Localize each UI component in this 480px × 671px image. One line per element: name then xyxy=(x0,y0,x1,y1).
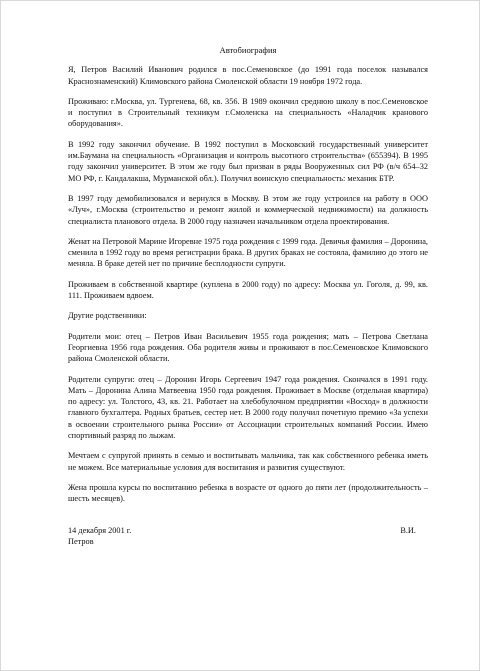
paragraph-work: В 1997 году демобилизовался и вернулся в Москву. В этом же году устроился на работу в ООО «Луч», г.Москва (строительство и ремонт жилой и коммерческой недвижимости) на должность специалиста планового отдела. В 2000 году назначен начальником отдела проектирования. xyxy=(68,193,428,226)
signature-initials: В.И. xyxy=(400,525,416,535)
paragraph-marriage: Женат на Петровой Марине Игоревне 1975 года рождения с 1999 года. Девичья фамилия – Доронина, сменила в 1992 году во время регистрации брака. В других браках не состояла, фамилию до этого не меняла. В браке детей нет по причине бесплодности супруги. xyxy=(68,236,428,269)
paragraph-courses: Жена прошла курсы по воспитанию ребенка в возрасте от одного до пяти лет (продолжительность – шесть месяцев). xyxy=(68,482,428,504)
paragraph-university-army: В 1992 году закончил обучение. В 1992 поступил в Московский государственный университет им.Баумана на специальность «Организация и контроль высотного строительства» (655394). В 1995 году закончил университет. В этом же году был призван в ряды Вооруженных сил РФ (в/ч 654–32 МО РФ, г. Кандалакша, Мурманской обл.). Получил воинскую специальность: механик БТР. xyxy=(68,139,428,183)
paragraph-spouse-parents: Родители супруги: отец – Доронин Игорь Сергеевич 1947 года рождения. Скончался в 1991 году. Мать – Доронина Алина Матвеевна 1950 года рождения. Проживает в Москве (отдельная квартира) по адресу: ул. Толстого, 43, кв. 21. Работает на хлебобулочном предприятии «Восход» в должности главного бухгалтера. Родных братьев, сестер нет. В 2000 году получил почетную премию «За успехи в освоении строительного рынка России» от Ассоциации строительных компаний России. Имею спортивный разряд по лыжам. xyxy=(68,374,428,441)
paragraph-adoption-wish: Мечтаем с супругой принять в семью и воспитывать мальчика, так как собственного ребенка иметь не можем. Все материальные условия для воспитания и развития существуют. xyxy=(68,451,428,472)
paragraph-birth: Я, Петров Василий Иванович родился в пос.Семеновское (до 1991 года поселок назывался Краснознаменский) Климовского района Смоленской области 19 ноября 1972 года. xyxy=(68,65,428,86)
signature-date: 14 декабря 2001 г. xyxy=(68,525,132,535)
paragraph-residence-education: Проживаю: г.Москва, ул. Тургенева, 68, кв. 356. В 1989 окончил среднюю школу в пос.Семеновское и поступил в Строительный техникум г.Смоленска на специальность «Наладчик кранового оборудования». xyxy=(68,96,428,129)
signature-row xyxy=(68,525,428,536)
document-body xyxy=(68,45,428,547)
paragraph-apartment: Проживаем в собственной квартире (куплена в 2000 году) по адресу: Москва ул. Гоголя, д. 99, кв. 111. Проживаем вдвоем. xyxy=(68,279,428,301)
paragraph-own-parents: Родители мои: отец – Петров Иван Васильевич 1955 года рождения; мать – Петрова Светлана Георгиевна 1956 года рождения. Оба родителя живы и проживают в пос.Семеновское Климовского района Смоленской области. xyxy=(68,331,428,364)
relatives-heading: Другие родственники: xyxy=(68,311,147,321)
signature-surname: Петров xyxy=(68,536,94,546)
document-title: Автобиография xyxy=(219,45,277,55)
